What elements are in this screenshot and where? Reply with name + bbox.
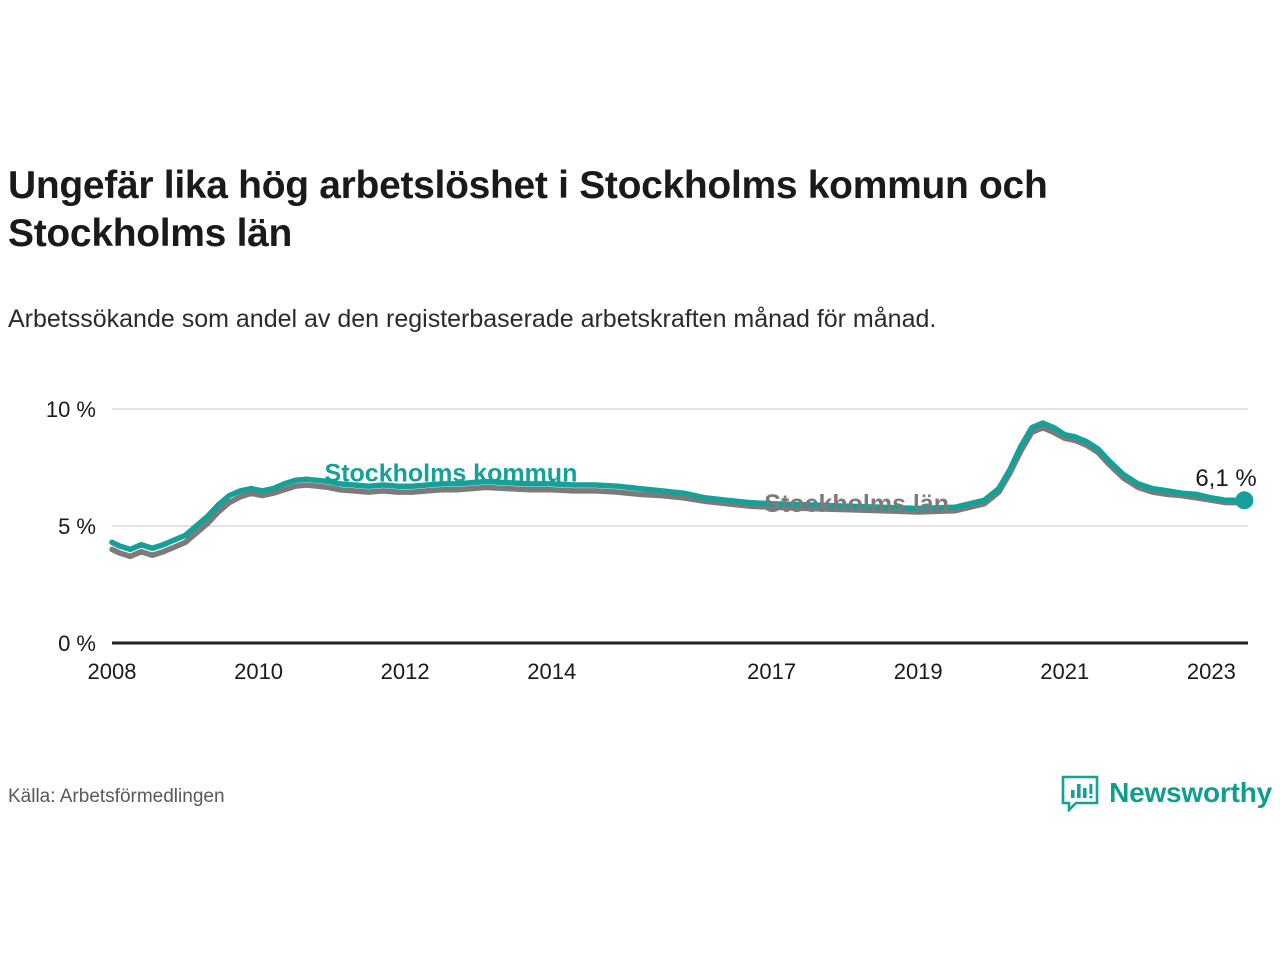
x-axis-tick-label: 2008 bbox=[87, 659, 137, 684]
x-axis-tick-label: 2010 bbox=[234, 659, 284, 684]
source-note: Källa: Arbetsförmedlingen bbox=[8, 786, 225, 807]
y-axis-tick-label: 10 % bbox=[45, 397, 96, 422]
series-label: Stockholms kommun bbox=[324, 459, 578, 488]
x-axis-tick-label: 2019 bbox=[893, 659, 943, 684]
x-axis-tick-label: 2012 bbox=[380, 659, 430, 684]
x-axis-tick-label: 2021 bbox=[1040, 659, 1090, 684]
chart-container bbox=[0, 385, 1280, 705]
series-end-marker bbox=[1235, 491, 1253, 509]
x-axis-tick-label: 2017 bbox=[747, 659, 797, 684]
brand-name: Newsworthy bbox=[1109, 777, 1272, 808]
brand-logo bbox=[1061, 774, 1272, 812]
bar-chart-icon bbox=[1061, 774, 1099, 812]
series-label: Stockholms län bbox=[764, 489, 950, 518]
y-axis-tick-label: 5 % bbox=[58, 514, 96, 539]
y-axis-tick-label: 0 % bbox=[58, 631, 96, 656]
value-label: 6,1 % bbox=[1195, 465, 1257, 493]
x-axis-tick-label: 2014 bbox=[527, 659, 577, 684]
unemployment-line-chart bbox=[0, 385, 1280, 705]
x-axis-tick-label: 2023 bbox=[1186, 659, 1236, 684]
page-title: Ungefär lika hög arbetslöshet i Stockholms kommun och Stockholms län bbox=[8, 164, 1048, 255]
page-subtitle: Arbetssökande som andel av den registerbaserade arbetskraften månad för månad. bbox=[8, 305, 937, 333]
